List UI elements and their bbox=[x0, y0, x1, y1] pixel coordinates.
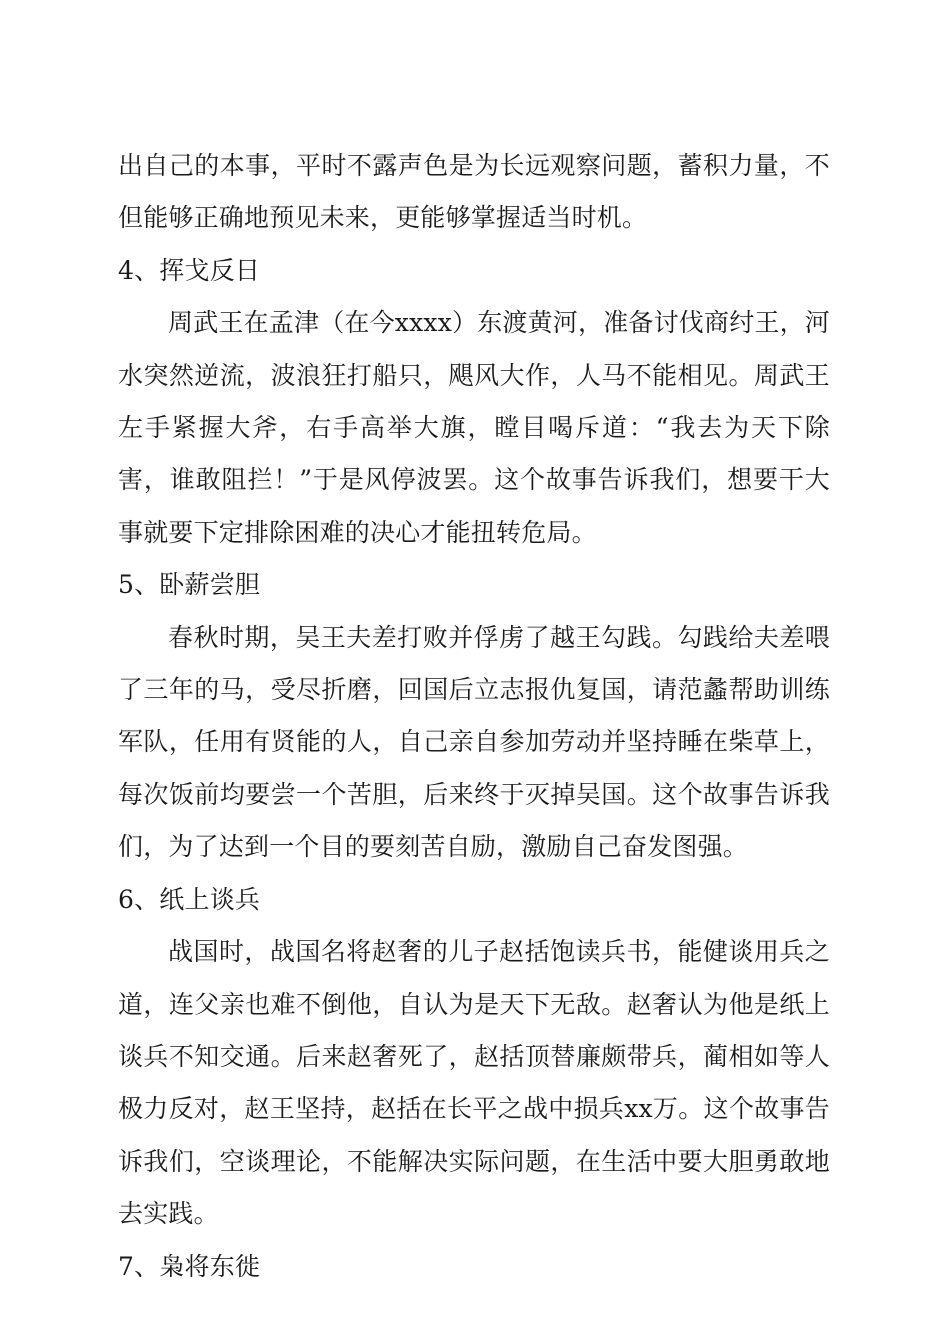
section-heading-4: 4、挥戈反日 bbox=[118, 255, 261, 285]
section-heading-5: 5、卧薪尝胆 bbox=[118, 570, 261, 600]
paragraph-continuation: 出自己的本事，平时不露声色是为长远观察问题，蓄积力量，不但能够正确地预见未来，更能够掌握适当时机。 bbox=[118, 151, 830, 233]
paragraph-story-5: 春秋时期，吴王夫差打败并俘虏了越王勾践。勾践给夫差喂了三年的马，受尽折磨，回国后立志报仇复国，请范蠡帮助训练军队，任用有贤能的人，自己亲自参加劳动并坚持睡在柴草上，每次饭前均要尝一个苦胆，后来终于灭掉吴国。这个故事告诉我们，为了达到一个目的要刻苦自励，激励自己奋发图强。 bbox=[118, 622, 830, 862]
section-heading-7: 7、枭将东徙 bbox=[118, 1251, 261, 1281]
document-page bbox=[118, 140, 830, 1293]
paragraph-story-4: 周武王在孟津（在今xxxx）东渡黄河，准备讨伐商纣王，河水突然逆流，波浪狂打船只，飓风大作，人马不能相见。周武王左手紧握大斧，右手高举大旗，瞠目喝斥道：“我去为天下除害，谁敢阻拦！”于是风停波罢。这个故事告诉我们，想要干大事就要下定排除困难的决心才能扭转危局。 bbox=[118, 308, 830, 547]
section-heading-6: 6、纸上谈兵 bbox=[118, 884, 261, 914]
paragraph-story-6: 战国时，战国名将赵奢的儿子赵括饱读兵书，能健谈用兵之道，连父亲也难不倒他，自认为是天下无敌。赵奢认为他是纸上谈兵不知交通。后来赵奢死了，赵括顶替廉颇带兵，蔺相如等人极力反对，赵王坚持，赵括在长平之战中损兵xx万。这个故事告诉我们，空谈理论，不能解决实际问题，在生活中要大胆勇敢地去实践。 bbox=[118, 937, 830, 1229]
